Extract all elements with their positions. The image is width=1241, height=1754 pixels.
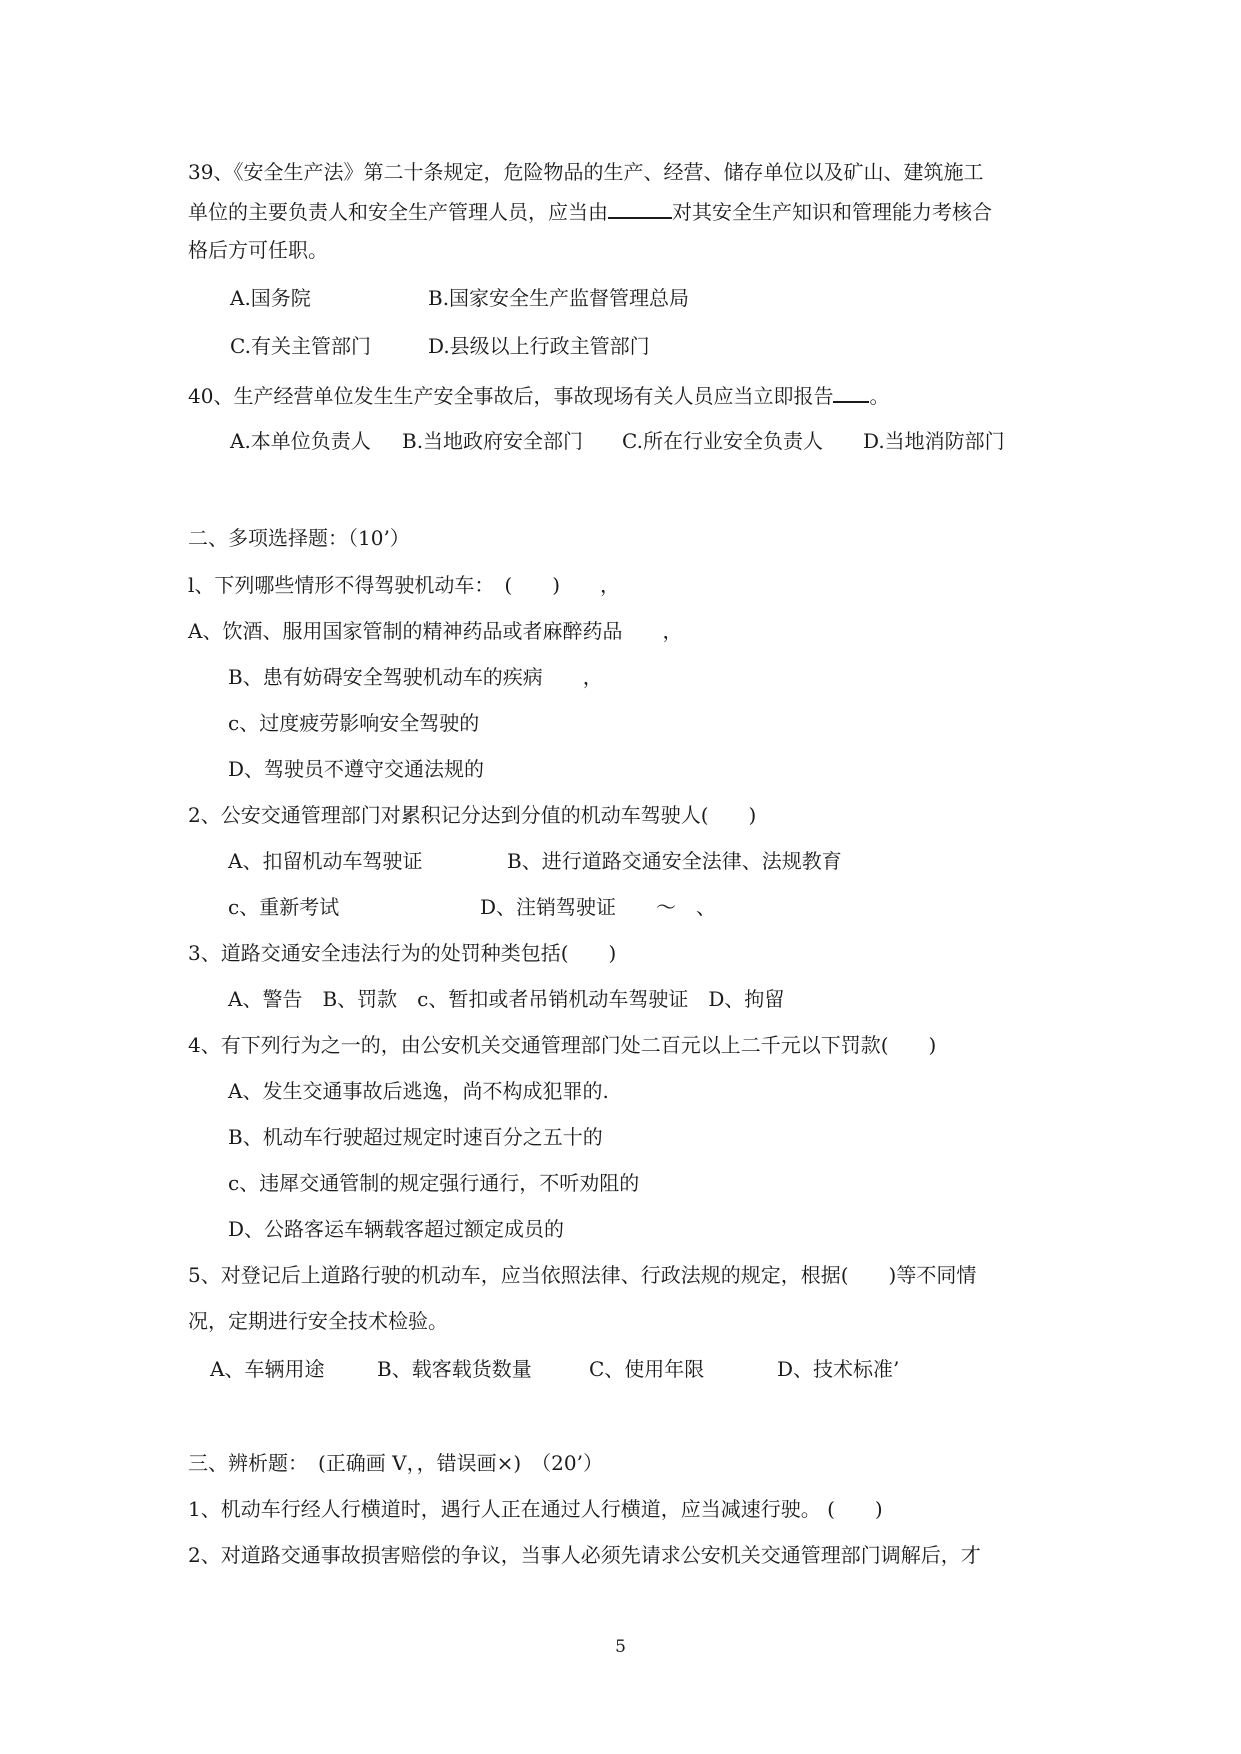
q40-option-a: A.本单位负责人 <box>230 429 371 453</box>
s2-q4-option-d: D、公路客运车辆载客超过额定成员的 <box>228 1217 565 1241</box>
answer-blank <box>608 197 672 219</box>
s2-q5-option-b: B、载客载货数量 <box>377 1357 532 1381</box>
q39-line-3: 格后方可任职。 <box>188 238 328 262</box>
s2-q5-line-2: 况，定期进行安全技术检验。 <box>188 1309 448 1333</box>
s2-q2-option-d: D、注销驾驶证 ～ 、 <box>480 895 717 919</box>
s2-q2-option-c: c、重新考试 <box>228 895 340 919</box>
s2-q5-option-a: A、车辆用途 <box>210 1357 325 1381</box>
s2-q3-options: A、警告 B、罚款 c、暂扣或者吊销机动车驾驶证 D、拘留 <box>228 987 785 1011</box>
q39-line-2-end: 对其安全生产知识和管理能力考核合 <box>672 200 992 224</box>
answer-blank <box>833 381 869 403</box>
s2-q5-option-d: D、技术标准’ <box>777 1357 900 1381</box>
q40-option-c: C.所在行业安全负责人 <box>622 429 823 453</box>
s2-q2-stem: 2、公安交通管理部门对累积记分达到分值的机动车驾驶人( ) <box>188 803 757 827</box>
q39-line-1: 39、《安全生产法》第二十条规定，危险物品的生产、经营、储存单位以及矿山、建筑施工 <box>188 160 984 184</box>
q40-stem-end: 。 <box>869 384 890 408</box>
section-2-heading: 二、多项选择题：（10’） <box>188 526 410 550</box>
s2-q4-option-a: A、发生交通事故后逃逸，尚不构成犯罪的. <box>228 1079 609 1103</box>
q40-stem <box>188 381 889 410</box>
q40-option-d: D.当地消防部门 <box>863 429 1005 453</box>
q39-line-2-start: 单位的主要负责人和安全生产管理人员，应当由 <box>188 200 608 224</box>
q39-option-b: B.国家安全生产监督管理总局 <box>428 286 690 310</box>
s2-q5-line-1: 5、对登记后上道路行驶的机动车，应当依照法律、行政法规的规定，根据( )等不同情 <box>188 1263 977 1287</box>
s2-q3-stem: 3、道路交通安全违法行为的处罚种类包括( ) <box>188 941 617 965</box>
s2-q2-option-b: B、进行道路交通安全法律、法规教育 <box>507 849 842 873</box>
s2-q1-stem: l、下列哪些情形不得驾驶机动车： ( ) ， <box>188 573 621 597</box>
s2-q5-option-c: C、使用年限 <box>589 1357 705 1381</box>
s2-q1-option-b: B、患有妨碍安全驾驶机动车的疾病 ， <box>228 665 603 689</box>
s3-q2: 2、对道路交通事故损害赔偿的争议，当事人必须先请求公安机关交通管理部门调解后，才 <box>188 1543 981 1567</box>
q39-option-a: A.国务院 <box>230 286 311 310</box>
q40-stem-start: 40、生产经营单位发生生产安全事故后，事故现场有关人员应当立即报告 <box>188 384 834 408</box>
q39-line-2 <box>188 197 992 226</box>
s2-q1-option-d: D、驾驶员不遵守交通法规的 <box>228 757 485 781</box>
q39-option-d: D.县级以上行政主管部门 <box>428 334 650 358</box>
s3-q1: 1、机动车行经人行横道时，遇行人正在通过人行横道，应当减速行驶。 ( ) <box>188 1497 883 1521</box>
s2-q1-option-c: c、过度疲劳影响安全驾驶的 <box>228 711 480 735</box>
s2-q4-option-c: c、违犀交通管制的规定强行通行，不听劝阻的 <box>228 1171 640 1195</box>
s2-q2-option-a: A、扣留机动车驾驶证 <box>228 849 423 873</box>
s2-q4-stem: 4、有下列行为之一的，由公安机关交通管理部门处二百元以上二千元以下罚款( ) <box>188 1033 937 1057</box>
q40-option-b: B.当地政府安全部门 <box>402 429 584 453</box>
section-3-heading: 三、辨析题： (正确画 V，，错误画×) （20’） <box>188 1451 603 1475</box>
s2-q4-option-b: B、机动车行驶超过规定时速百分之五十的 <box>228 1125 603 1149</box>
s2-q1-option-a: A、饮酒、服用国家管制的精神药品或者麻醉药品 ， <box>188 619 683 643</box>
page-number: 5 <box>615 1637 626 1657</box>
q39-option-c: C.有关主管部门 <box>230 334 371 358</box>
